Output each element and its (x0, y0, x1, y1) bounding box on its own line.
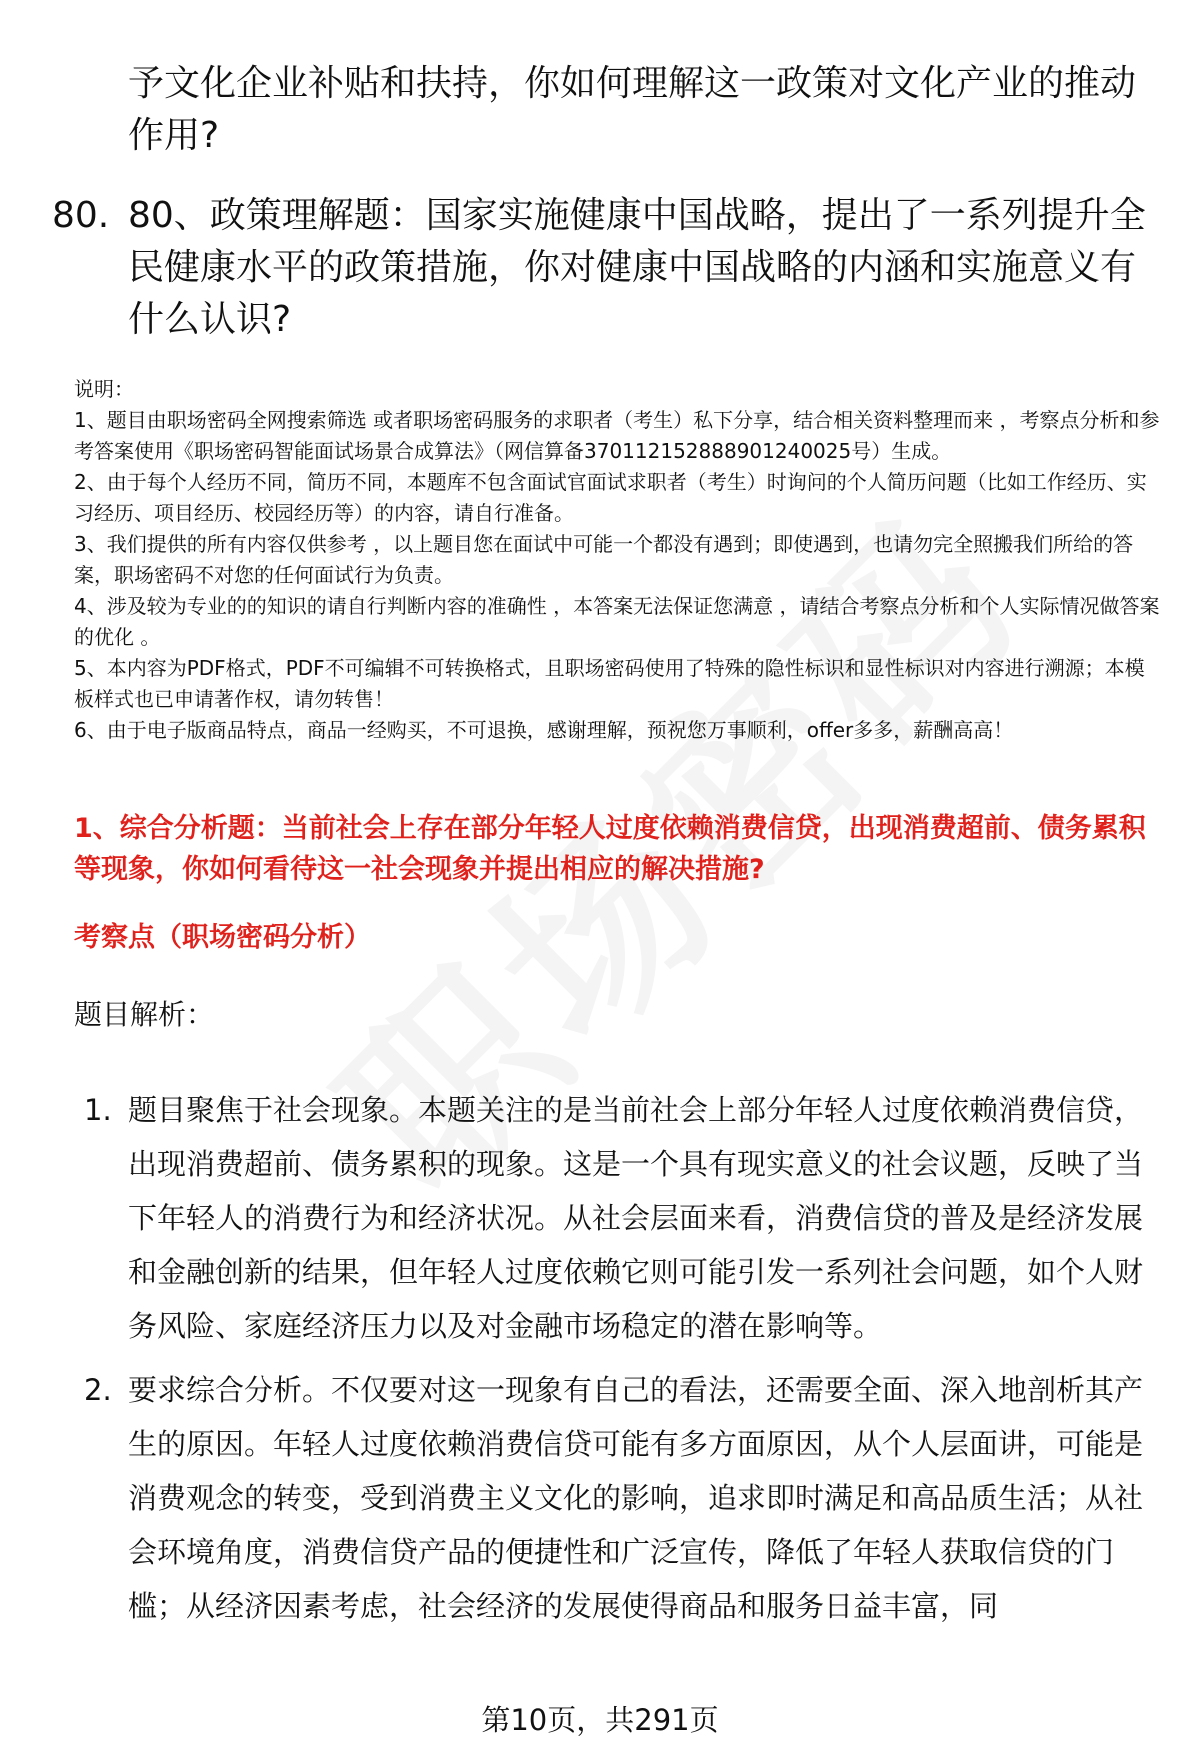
list-item-text: 题目聚焦于社会现象。本题关注的是当前社会上部分年轻人过度依赖消费信贷，出现消费超前、债务累积的现象。这是一个具有现实意义的社会议题，反映了当下年轻人的消费行为和经济状况。从社会层面来看，消费信贷的普及是经济发展和金融创新的结果，但年轻人过度依赖它则可能引发一系列社会问题，如个人财务风险、家庭经济压力以及对金融市场稳定的潜在影响等。 (128, 1093, 1144, 1343)
question-1-heading: 1、综合分析题：当前社会上存在部分年轻人过度依赖消费信贷，出现消费超前、债务累积等现象，你如何看待这一社会现象并提出相应的解决措施? (74, 813, 1146, 885)
question-80-text: 80、政策理解题：国家实施健康中国战略，提出了一系列提升全民健康水平的政策措施，你对健康中国战略的内涵和实施意义有什么认识? (128, 195, 1146, 340)
list-item (84, 1363, 1164, 1633)
section-heading: 考察点（职场密码分析） (74, 922, 371, 953)
question-continuation: 予文化企业补贴和扶持，你如何理解这一政策对文化产业的推动作用? (128, 63, 1137, 156)
page-footer: 第10页，共291页 (481, 1703, 719, 1737)
note-item: 6、由于电子版商品特点，商品一经购买，不可退换，感谢理解，预祝您万事顺利，offer多多，薪酬高高！ (74, 718, 1014, 742)
list-item (84, 1083, 1164, 1353)
analysis-list (84, 1083, 1164, 1643)
analysis-label: 题目解析： (74, 998, 215, 1031)
question-80-number: 80. (52, 195, 110, 236)
note-item: 4、涉及较为专业的的知识的请自行判断内容的准确性 ，本答案无法保证您满意 ，请结合考察点分析和个人实际情况做答案的优化 。 (74, 594, 1160, 649)
list-item-text: 要求综合分析。不仅要对这一现象有自己的看法，还需要全面、深入地剖析其产生的原因。年轻人过度依赖消费信贷可能有多方面原因，从个人层面讲，可能是消费观念的转变，受到消费主义文化的影响，追求即时满足和高品质生活；从社会环境角度，消费信贷产品的便捷性和广泛宣传，降低了年轻人获取信贷的门槛；从经济因素考虑，社会经济的发展使得商品和服务日益丰富，同 (128, 1373, 1144, 1623)
note-item: 1、题目由职场密码全网搜索筛选 或者职场密码服务的求职者（考生）私下分享，结合相关资料整理而来 ，考察点分析和参考答案使用《职场密码智能面试场景合成算法》（网信算备370112152888901240025号）生成。 (74, 408, 1160, 463)
note-item: 5、本内容为PDF格式，PDF不可编辑不可转换格式，且职场密码使用了特殊的隐性标识和显性标识对内容进行溯源；本模板样式也已申请著作权，请勿转售！ (74, 656, 1145, 711)
list-item-number: 2. (84, 1373, 112, 1407)
note-item: 2、由于每个人经历不同，简历不同，本题库不包含面试官面试求职者（考生）时询问的个人简历问题（比如工作经历、实习经历、项目经历、校园经历等）的内容，请自行准备。 (74, 470, 1147, 525)
notes-title: 说明： (74, 377, 134, 401)
notes-block (74, 374, 1164, 746)
list-item-number: 1. (84, 1093, 112, 1127)
note-item: 3、我们提供的所有内容仅供参考 ，以上题目您在面试中可能一个都没有遇到；即使遇到，也请勿完全照搬我们所给的答案，职场密码不对您的任何面试行为负责。 (74, 532, 1134, 587)
